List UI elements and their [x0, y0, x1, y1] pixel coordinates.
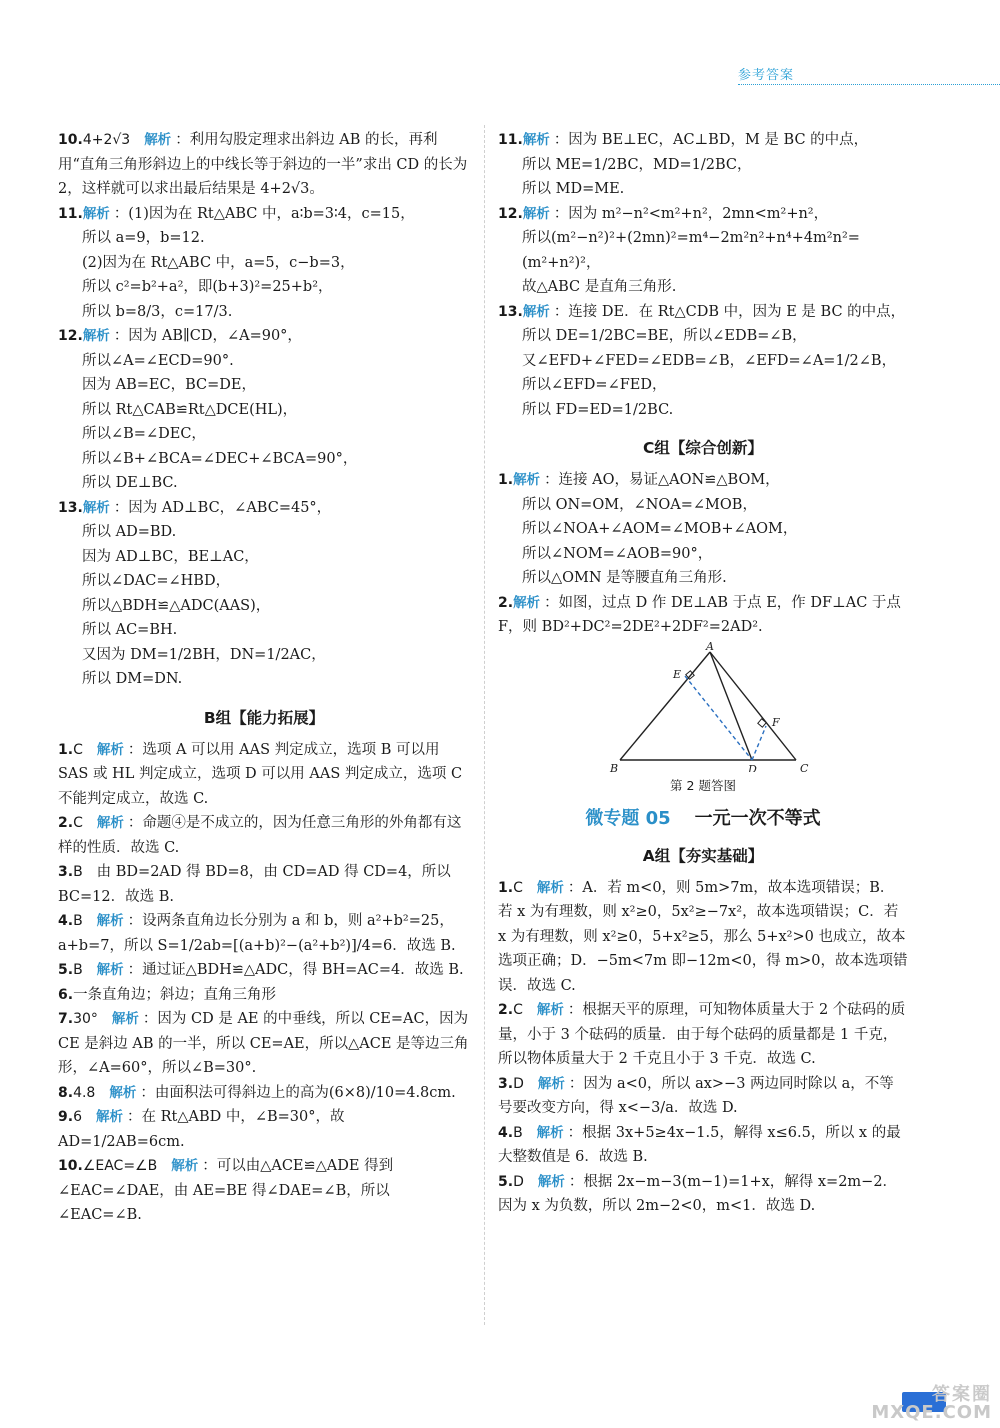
- geometry-figure: [498, 640, 908, 794]
- item-answer: 4.8: [73, 1084, 96, 1101]
- solution-line: 所以∠B=∠DEC，: [82, 426, 206, 442]
- answer-item: [58, 738, 470, 812]
- solution-line: 所以 b=8/3，c=17/3.: [82, 303, 233, 320]
- answer-item: [58, 909, 470, 958]
- item-number: 2.: [498, 594, 514, 611]
- item-answer: B: [73, 864, 83, 880]
- item-number: 12.: [58, 328, 83, 344]
- item-text: ：根据 3x+5≥4x−1.5，解得 x≤6.5，所以 x 的最大整数值是 6．故选 B.: [498, 1124, 901, 1165]
- item-number: 13.: [58, 499, 83, 516]
- item-answer: C: [73, 815, 83, 831]
- header-rule: [738, 84, 1000, 85]
- item-answer: 6: [73, 1109, 82, 1125]
- item-answer: B: [513, 1124, 523, 1141]
- solution-line: 所以 c²=b²+a²，即(b+3)²=25+b²，: [82, 279, 333, 295]
- item-answer: 30°: [73, 1011, 98, 1027]
- item-text: ：根据 2x−m−3(m−1)=1+x，解得 x=2m−2．因为 x 为负数，所以 2m−2<0，m<1．故选 D.: [498, 1173, 898, 1214]
- analysis-tag: 解析: [96, 962, 124, 978]
- solution-line: 又因为 DM=1/2BH，DN=1/2AC，: [82, 646, 326, 663]
- item-answer: 4+2√3: [82, 132, 131, 148]
- item-text: ：连接 DE．在 Rt△CDB 中，因为 E 是 BC 的中点，: [553, 303, 906, 320]
- solution-line: 所以∠B+∠BCA=∠DEC+∠BCA=90°，: [82, 450, 358, 467]
- item-text: ：A．若 m<0，则 5m>7m，故本选项错误；B．若 x 为有理数，则 x²≥0，5x²≥−7x²，故本选项错误；C．若 x 为有理数，则 x²≥0，5+x²≥5，那么 5+x²>0 也成立，故本选项正确；D．−5m<7m 即−12m<0，得 m>0，故本选项错误．故选 C.: [498, 879, 908, 994]
- watermark-url: MXQE.COM: [871, 1402, 992, 1423]
- item-number: 4.: [498, 1124, 514, 1141]
- item-number: 13.: [498, 303, 523, 320]
- solution-line: 所以 AD=BD.: [82, 524, 177, 540]
- analysis-tag: 解析: [82, 499, 110, 516]
- topic-name: 一元一次不等式: [694, 807, 821, 829]
- item-number: 5.: [498, 1173, 514, 1190]
- analysis-tag: 解析: [95, 1109, 123, 1125]
- point-label-c: C: [800, 761, 809, 772]
- item-number: 4.: [58, 913, 74, 929]
- right-column: [498, 128, 908, 1219]
- point-label-f: F: [772, 715, 780, 729]
- solution-line: 所以(m²−n²)²+(2mn)²=m⁴−2m²n²+n⁴+4m²n²=(m²+n²)²，: [522, 230, 860, 271]
- item-number: 3.: [58, 864, 74, 880]
- item-text: ：由面积法可得斜边上的高为(6×8)/10=4.8cm.: [140, 1084, 456, 1101]
- item-text: ：(1)因为在 Rt△ABC 中，a∶b=3∶4，c=15，: [113, 205, 415, 222]
- item-answer: B: [73, 913, 83, 929]
- item-number: 2.: [498, 1002, 514, 1018]
- item-number: 11.: [58, 205, 83, 222]
- solution-line: 故△ABC 是直角三角形.: [522, 279, 677, 295]
- watermark: [818, 1380, 998, 1426]
- answer-item: [58, 1105, 470, 1154]
- page-header: [738, 64, 1000, 86]
- answer-item: [58, 128, 470, 202]
- triangle-diagram: [498, 642, 908, 772]
- solution-line: (2)因为在 Rt△ABC 中，a=5，c−b=3，: [82, 254, 355, 271]
- item-text: ：在 Rt△ABD 中，∠B=30°，故 AD=1/2AB=6cm.: [58, 1109, 345, 1150]
- analysis-tag: 解析: [109, 1084, 137, 1101]
- segment-df: [752, 726, 766, 760]
- point-label-b: B: [610, 761, 619, 772]
- section-title: C组【综合创新】: [643, 439, 763, 457]
- solution-line: 所以 DM=DN.: [82, 671, 183, 687]
- segment-ab: [620, 652, 710, 760]
- analysis-tag: 解析: [537, 1075, 565, 1092]
- item-number: 10.: [58, 1158, 83, 1174]
- segment-ad: [710, 652, 752, 760]
- analysis-tag: 解析: [96, 815, 124, 831]
- item-answer: C: [73, 741, 83, 758]
- item-number: 8.: [58, 1084, 74, 1101]
- solution-line: 所以∠NOM=∠AOB=90°，: [522, 545, 713, 562]
- item-answer: C: [513, 1002, 523, 1018]
- item-answer: D: [513, 1173, 524, 1190]
- item-answer: D: [513, 1075, 524, 1092]
- solution-line: 所以△BDH≌△ADC(AAS)，: [82, 597, 271, 614]
- answer-item: [498, 300, 908, 325]
- analysis-tag: 解析: [522, 205, 550, 222]
- solution-line: 所以∠DAC=∠HBD，: [82, 573, 231, 589]
- answer-item: [58, 1154, 470, 1228]
- analysis-tag: 解析: [171, 1158, 199, 1174]
- solution-line: 因为 AD⊥BC，BE⊥AC，: [82, 548, 259, 565]
- answer-item: [498, 1170, 908, 1219]
- item-text: ：因为 m²−n²<m²+n²，2mn<m²+n²，: [553, 205, 829, 222]
- item-text: ：利用勾股定理求出斜边 AB 的长，再利用“直角三角形斜边上的中线长等于斜边的一半”求出 CD 的长为 2，这样就可以求出最后结果是 4+2√3。: [58, 132, 468, 197]
- solution-line: 所以 ON=OM，∠NOA=∠MOB，: [522, 496, 757, 513]
- solution-line: 所以 DE=1/2BC=BE，所以∠EDB=∠B，: [522, 328, 807, 344]
- item-number: 5.: [58, 962, 74, 978]
- analysis-tag: 解析: [82, 205, 110, 222]
- item-number: 1.: [498, 472, 514, 488]
- analysis-tag: 解析: [96, 741, 124, 758]
- solution-line: 所以∠NOA+∠AOM=∠MOB+∠AOM，: [522, 521, 798, 537]
- answer-item: [498, 876, 908, 999]
- point-label-e: E: [673, 667, 682, 681]
- answer-item: [498, 1072, 908, 1121]
- answer-item: [498, 998, 908, 1072]
- analysis-tag: 解析: [82, 328, 110, 344]
- item-number: 2.: [58, 815, 74, 831]
- item-answer: B: [73, 962, 83, 978]
- segment-ac: [710, 652, 796, 760]
- item-text: ：可以由△ACE≌△ADE 得到∠EAC=∠DAE，由 AE=BE 得∠DAE=∠B，所以∠EAC=∠B.: [58, 1158, 394, 1223]
- item-answer: C: [513, 879, 523, 896]
- solution-line: 所以 Rt△CAB≌Rt△DCE(HL)，: [82, 401, 298, 418]
- solution-line: 所以 AC=BH.: [82, 622, 178, 638]
- item-text: ：命题④是不成立的，因为任意三角形的外角都有这样的性质．故选 C.: [58, 815, 462, 856]
- watermark-logo-text: 答案圈: [932, 1384, 992, 1405]
- section-title: B组【能力拓展】: [203, 708, 325, 727]
- item-text: ：根据天平的原理，可知物体质量大于 2 个砝码的质量，小于 3 个砝码的质量．由于每个砝码的质量都是 1 千克，所以物体质量大于 2 千克且小于 3 千克．故选 C.: [498, 1002, 906, 1067]
- section-title: A组【夯实基础】: [642, 846, 764, 865]
- answer-item: [58, 496, 470, 521]
- analysis-tag: 解析: [96, 913, 124, 929]
- item-text: 由 BD=2AD 得 BD=8，由 CD=AD 得 CD=4，所以 BC=12．故选 B.: [58, 864, 451, 905]
- point-label-a: A: [706, 641, 714, 653]
- answer-item: [58, 811, 470, 860]
- solution-line: 因为 AB=EC，BC=DE，: [82, 377, 256, 393]
- answer-item: [58, 1081, 470, 1106]
- item-text: ：因为 CD 是 AE 的中垂线，所以 CE=AC，因为 CE 是斜边 AB 的一半，所以 CE=AE，所以△ACE 是等边三角形，∠A=60°，所以∠B=30°.: [58, 1011, 469, 1076]
- item-text: ：因为 AB∥CD，∠A=90°，: [113, 328, 302, 344]
- item-text: ：通过证△BDH≌△ADC，得 BH=AC=4．故选 B.: [127, 962, 464, 978]
- answer-item: [498, 128, 908, 153]
- answer-item: [58, 1007, 470, 1081]
- answer-item: [498, 202, 908, 227]
- item-text: ：连接 AO，易证△AON≌△BOM，: [544, 472, 780, 488]
- left-column: [58, 128, 470, 1228]
- item-number: 7.: [58, 1011, 74, 1027]
- item-text: 一条直角边；斜边；直角三角形: [73, 986, 277, 1003]
- solution-line: 所以 MD=ME.: [522, 181, 625, 197]
- answer-item: [58, 324, 470, 349]
- analysis-tag: 解析: [522, 303, 550, 320]
- figure-caption: 第 2 题答图: [670, 777, 736, 793]
- analysis-tag: 解析: [522, 132, 550, 148]
- item-text: ：因为 BE⊥EC，AC⊥BD，M 是 BC 的中点，: [553, 132, 869, 148]
- item-number: 10.: [58, 132, 83, 148]
- analysis-tag: 解析: [513, 472, 541, 488]
- item-text: ：因为 a<0，所以 ax>−3 两边同时除以 a，不等号要改变方向，得 x<−3/a．故选 D.: [498, 1075, 894, 1116]
- item-number: 1.: [498, 879, 514, 896]
- topic-number: 微专题 05: [585, 807, 671, 829]
- answer-item: [58, 860, 470, 909]
- item-answer: ∠EAC=∠B: [82, 1158, 158, 1174]
- analysis-tag: 解析: [144, 132, 172, 148]
- column-divider: [484, 125, 485, 1325]
- item-number: 3.: [498, 1075, 514, 1092]
- analysis-tag: 解析: [536, 1002, 564, 1018]
- answer-item: [58, 983, 470, 1008]
- item-text: ：选项 A 可以用 AAS 判定成立，选项 B 可以用 SAS 或 HL 判定成立，选项 D 可以用 AAS 判定成立，选项 C 不能判定成立，故选 C.: [58, 741, 463, 807]
- solution-line: 所以 a=9，b=12.: [82, 230, 205, 246]
- segment-de: [685, 676, 752, 760]
- answer-item: [498, 1121, 908, 1170]
- item-text: ：设两条直角边长分别为 a 和 b，则 a²+b²=25，a+b=7，所以 S=1/2ab=[(a+b)²−(a²+b²)]/4=6．故选 B.: [58, 913, 456, 954]
- analysis-tag: 解析: [537, 1173, 565, 1190]
- analysis-tag: 解析: [513, 594, 541, 611]
- solution-line: 所以△OMN 是等腰直角三角形.: [522, 570, 727, 586]
- point-label-d: D: [748, 762, 757, 772]
- solution-line: 所以 DE⊥BC.: [82, 475, 178, 491]
- solution-line: 所以∠EFD=∠FED，: [522, 377, 667, 393]
- item-number: 6.: [58, 986, 74, 1003]
- item-text: ：因为 AD⊥BC，∠ABC=45°，: [113, 499, 332, 516]
- analysis-tag: 解析: [536, 1124, 564, 1141]
- answer-item: [498, 591, 908, 640]
- item-text: ：如图，过点 D 作 DE⊥AB 于点 E，作 DF⊥AC 于点 F，则 BD²+DC²=2DE²+2DF²=2AD².: [498, 594, 901, 635]
- item-number: 12.: [498, 205, 523, 222]
- item-number: 9.: [58, 1109, 74, 1125]
- answer-item: [58, 202, 470, 227]
- analysis-tag: 解析: [111, 1011, 139, 1027]
- solution-line: 所以 ME=1/2BC，MD=1/2BC，: [522, 156, 752, 173]
- topic-title: [498, 804, 908, 830]
- solution-line: 又∠EFD+∠FED=∠EDB=∠B，∠EFD=∠A=1/2∠B，: [522, 352, 897, 369]
- item-number: 1.: [58, 741, 74, 758]
- answer-item: [498, 468, 908, 493]
- analysis-tag: 解析: [536, 879, 564, 896]
- item-number: 11.: [498, 132, 523, 148]
- solution-line: 所以 FD=ED=1/2BC.: [522, 401, 674, 418]
- solution-line: 所以∠A=∠ECD=90°.: [82, 352, 234, 369]
- header-title: 参考答案: [738, 68, 795, 83]
- answer-item: [58, 958, 470, 983]
